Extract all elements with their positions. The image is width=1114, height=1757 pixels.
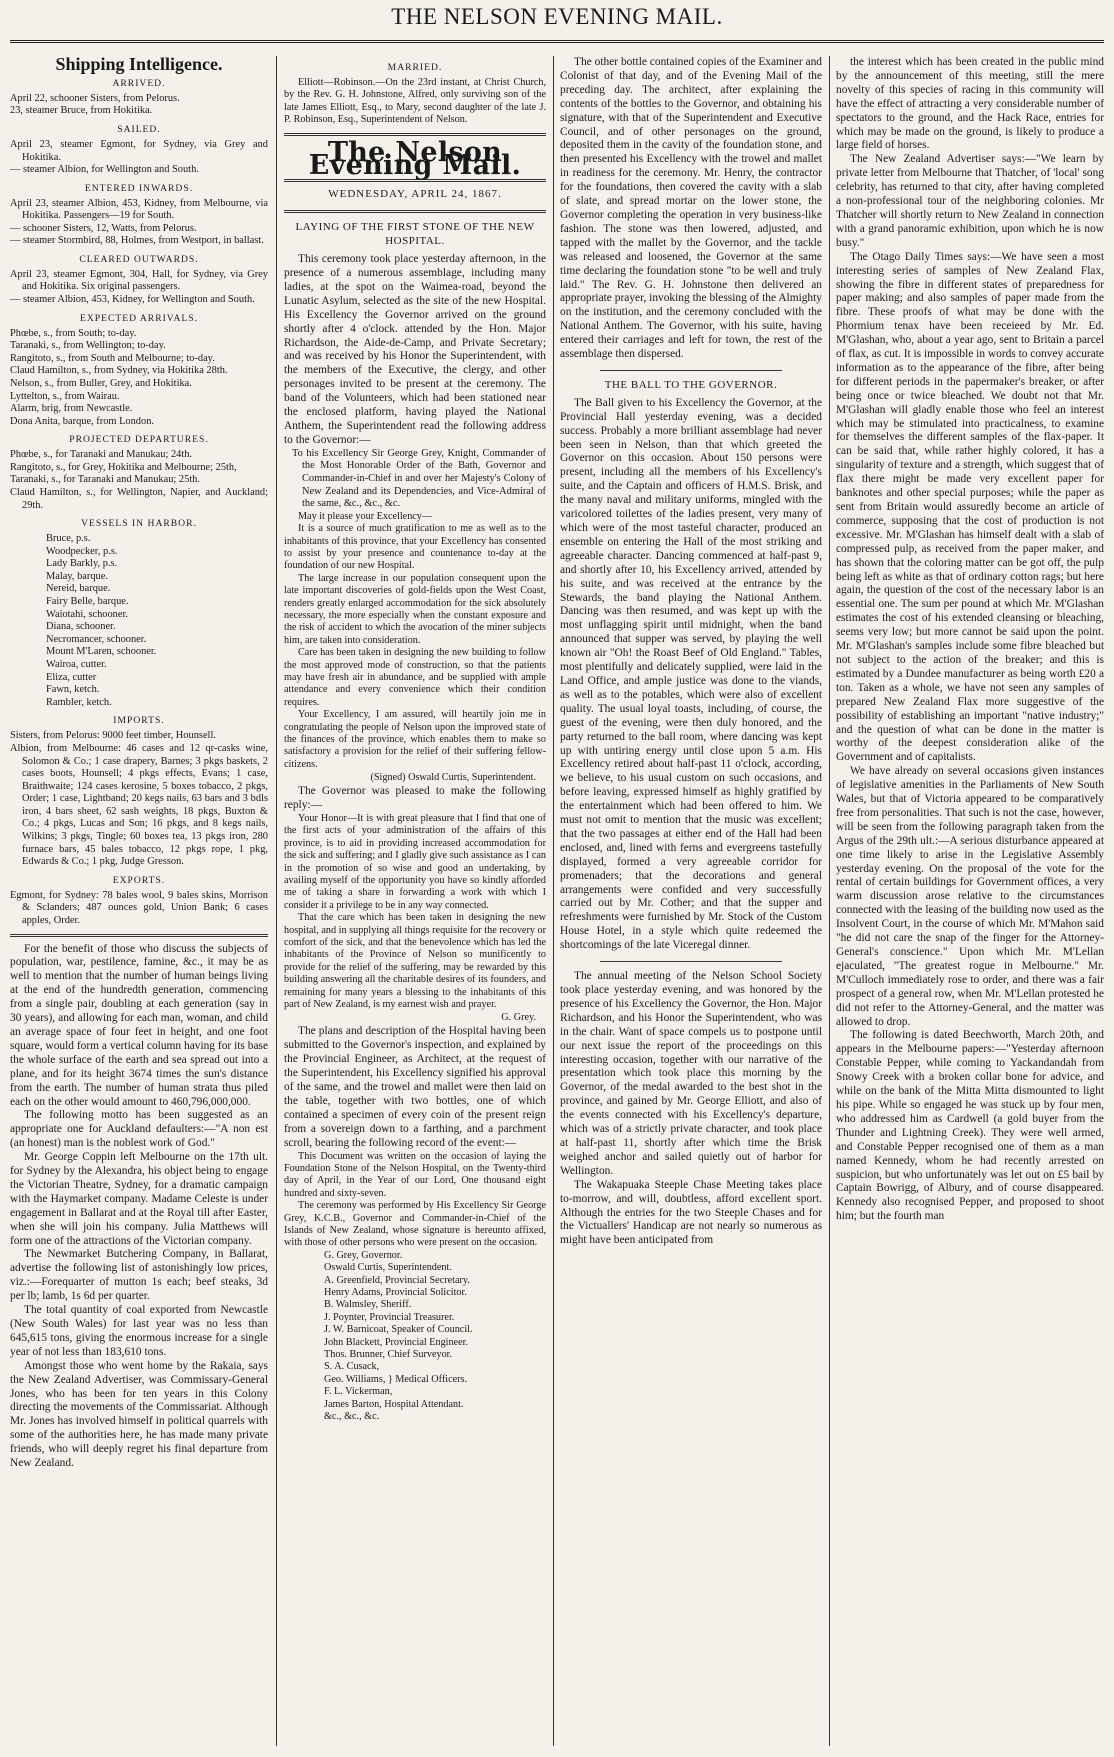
paragraph: the interest which has been created in the public mind by the announcement of this meeting, still the mere novelty of this species of racing in this community will have the effect of attracting a very considerable number of spectators to the ground, and the Hack Race, entries for which may be made on the ground, is likely to produce a large field of horses. bbox=[836, 56, 1104, 152]
list-item: — steamer Albion, 453, Kidney, for Wellington and South. bbox=[10, 294, 255, 306]
vessel-item: Bruce, p.s. bbox=[46, 533, 91, 545]
signatory: F. L. Vickerman, bbox=[324, 1386, 393, 1398]
section-rule bbox=[284, 133, 546, 136]
vessel-item: Mount M'Laren, schooner. bbox=[46, 646, 157, 658]
paragraph: Your Honor—It is with great pleasure that I find that one of the first acts of your administration of the affairs of this province, is to aid in providing increased accommodation for the sick and suffering; and I gladly give such assistance as I can in the promotion of so wise and good an undertaking, by availing myself of the opportunity you have so kindly afforded me of taking a share in forwarding a work with which I consider it a privilege to be in any way connected. bbox=[284, 812, 546, 911]
signature: (Signed) Oswald Curtis, Superintendent. bbox=[370, 772, 536, 784]
section-rule bbox=[10, 934, 268, 937]
signatory: Henry Adams, Provincial Solicitor. bbox=[324, 1287, 467, 1298]
list-item: 23, steamer Bruce, from Hokitika. bbox=[10, 105, 153, 117]
list-item: Egmont, for Sydney: 78 bales wool, 9 bales skins, Morrison & Sclanders; 487 ounces gold, Union Bank; 6 cases apples, Order. bbox=[10, 889, 268, 926]
list-item: — steamer Albion, for Wellington and South. bbox=[10, 164, 199, 176]
signatory: Thos. Brunner, Chief Surveyor. bbox=[324, 1349, 453, 1361]
vessel-item: Diana, schooner. bbox=[46, 621, 116, 633]
masthead: THE NELSON EVENING MAIL. bbox=[391, 4, 723, 29]
column-divider bbox=[276, 56, 277, 1746]
paragraph: Amongst those who went home by the Rakaia, says the New Zealand Advertiser, was Commissary-General Jones, who has been for ten years in this Colony directing the movements of the Commissariat. Although Mr. Jones has involved himself in political quarrels with some of the authorities here, he has made many private friends, who will deeply regret his final departure from New Zealand. bbox=[10, 1359, 268, 1470]
record-text: The ceremony was performed by His Excellency Sir George Grey, K.C.B., Governor and Commander-in-Chief of the Islands of New Zealand, whose signature is hereunto affixed, with those of other persons who were present on the occasion. bbox=[284, 1200, 546, 1249]
sailed-heading: SAILED. bbox=[117, 124, 161, 135]
list-item: Rangitoto, s., from South and Melbourne; to-day. bbox=[10, 352, 215, 364]
list-item: April 22, schooner Sisters, from Pelorus. bbox=[10, 92, 180, 104]
expected-heading: EXPECTED ARRIVALS. bbox=[79, 312, 199, 324]
paragraph: May it please your Excellency— bbox=[298, 510, 433, 522]
signatory: B. Walmsley, Sheriff. bbox=[324, 1299, 412, 1311]
paragraph: Your Excellency, I am assured, will heartily join me in congratulating the people of Nelson upon the improved state of the finances of the province, which enables them to make so satisfactory a provision for the relief of their suffering fellow-citizens. bbox=[284, 709, 546, 770]
signatory-list bbox=[284, 1250, 546, 1424]
signatory: John Blackett, Provincial Engineer. bbox=[324, 1336, 469, 1348]
story-heading: LAYING OF THE FIRST STONE OF THE NEW HOSPITAL. bbox=[295, 221, 535, 248]
vessel-item: Necromancer, schooner. bbox=[46, 633, 147, 645]
signatory: S. A. Cusack, bbox=[324, 1361, 380, 1373]
list-item: Phœbe, s., for Taranaki and Manukau; 24th. bbox=[10, 449, 193, 461]
list-item: Claud Hamilton, s., from Sydney, via Hokitika 28th. bbox=[10, 365, 228, 377]
paragraph: This ceremony took place yesterday afternoon, in the presence of a numerous assemblage, including many ladies, at the spot on the Waimea-road, beyond the Lunatic Asylum, selected as the site of the new Hospital. His Excellency the Governor arrived on the ground shortly after 4 o'clock. attended by the Hon. Major Richardson, the Aide-de-Camp, and Private Secretary; and was received by his Honor the Superintendent, with the members of the Executive, the clergy, and other personages invited to be present at the ceremony. The band of the Volunteers, which had been stationed near the enclosed platform, having played the National Anthem, the Superintendent read the following address to the Governor:— bbox=[284, 253, 546, 446]
vessel-item: Rambler, ketch. bbox=[46, 696, 112, 708]
paragraph: The Otago Daily Times says:—We have seen a most interesting series of samples of New Zealand Flax, showing the fibre in different states of preparedness for paper making; and also samples of paper made from the fibre. These proofs of what may be done with the Phormium tenax have been receieed by Mr. Ed. M'Glashan, who, about a year ago, sent to Britain a parcel of flax, as cut. It is impossible in words to convey accurate information as to the appearance of the fibre, after being for different periods in the papermaker's breaker, or after being once or twice bleached. We doubt not that Mr. M'Glashan will gladly enable those who feel an interest which may be stimulated into practicalness, to examine for themselves the different samples of the flax-paper. It can be said that, while rather highly colored, it has a singularity of texture and a strength, which suggest that of flax there might be made very excellent paper for banknotes and other special purposes; while the paper as sent from Britain would assuredly become an article of commerce, supposing that the cost of production is not excessive. Mr. M'Glashan has himself dealt with a slab of compressed pulp, as received from the paper maker, and has shown that the coloring matter can be got off, the pulp being left as white as that of ordinary cotton rags; but here again, the question of the cost of the necessary labor is an essential one. The sum per pound at which Mr. M'Glashan estimates the cost of his extended cleansing or bleaching, seems very low; but more cannot be said upon the point. Mr. M'Glashan's samples include some fibre bleached but not subject to the action of the breaker; and this is estimated by a Dundee manufacturer as being worth £20 a ton. Taken as a whole, we have not seen any samples of prepared New Zealand Flax more suggestive of the possibility of establishing an important "native industry;" and the question of what can be done in the matter is worthy of the deepest consideration alike of the Government and of capitalists. bbox=[836, 250, 1104, 764]
list-item: April 23, steamer Albion, 453, Kidney, from Melbourne, via Hokitika. Passengers—19 for South. bbox=[10, 197, 268, 222]
paper-title: The Nelson Evening Mail. bbox=[308, 136, 522, 182]
signatory: James Barton, Hospital Attendant. bbox=[324, 1398, 464, 1410]
dateline: WEDNESDAY, APRIL 24, 1867. bbox=[328, 188, 502, 201]
paragraph: The Newmarket Butchering Company, in Ballarat, advertise the following list of astonishingly low prices, viz.:—Forequarter of mutton 1s each; beef steaks, 3d per lb; lamb, 1s 6d per quarter. bbox=[10, 1248, 268, 1303]
list-item: Taranaki, s., for Taranaki and Manukau; 25th. bbox=[10, 474, 200, 486]
section-rule bbox=[600, 370, 782, 371]
address-to: To his Excellency Sir George Grey, Knight, Commander of the Most Honorable Order of the Bath, Governor and Commander-in-Chief in and over her Majesty's Colony of New Zealand and its Dependencies, and Vice-Admiral of the same, &c., &c., &c. bbox=[292, 447, 546, 510]
paragraph: The Ball given to his Excellency the Governor, at the Provincial Hall yesterday evening, was a decided success. Probably a more brilliant assemblage had never been seen in Nelson, than that which greeted the Governor on this occasion. About 150 persons were present, including all the members of his Excellency's suite, and the Captain and officers of H.M.S. Brisk, and the many naval and military uniforms, mingled with the varicolored toilettes of the ladies present, very many of which were of the most tasteful character, produced an ensemble on entering the Hall of the most striking and agreeable character. Dancing commenced at half-past 9, and shortly after 10, his Excellency arrived, attended by his suite, and was received at the entrance by the Stewards, the band playing the National Anthem. Dancing was then resumed, and was kept up with the most unflagging spirit until midnight, when the band announced that supper was served, by playing the well known air "Oh! the Roast Beef of Old England." Tables, most plentifully and delicately supplied, were laid in the Land Office, and ample justice was done to the viands, as well as to the potables, which were also of excellent quality. The usual loyal toasts, including, of course, the guest of the evening, were then duly honored, and the party returned to the ball room, where dancing was kept up with untiring energy until close upon 5 a.m. His Excellency retired about half-past 11 o'clock, according, we believe, to his usual custom on such occasions, and before leaving, expressed himself as highly gratified by the entertainment which had been offered to him. We must not omit to mention that the music was excellent; that the two passages at either end of the Hall had been enclosed, and, lined with ferns and evergreens tastefully displayed, formed a very agreeable corridor for promenaders; that the decorations and general arrangements were confided and very successfully carried out by Mr. Cother; and that the supper and refreshments were furnished by Mr. Stock of the Custom House Hotel, in a style which quite redeemed the shortcomings of the late Viceregal dinner. bbox=[560, 396, 822, 952]
list-item: Taranaki, s., from Wellington; to-day. bbox=[10, 340, 166, 352]
vessel-item: Fawn, ketch. bbox=[46, 684, 100, 696]
section-rule bbox=[600, 961, 782, 962]
married-notice: Elliott—Robinson.—On the 23rd instant, at Christ Church, by the Rev. G. H. Johnstone, Alfred, only surviving son of the late James Elliott, Esq., to Mary, second daughter of the late J. P. Robinson, Esq., Superintendent of Nelson. bbox=[284, 76, 546, 126]
list-item: — schooner Sisters, 12, Watts, from Pelorus. bbox=[10, 222, 197, 234]
cleared-heading: CLEARED OUTWARDS. bbox=[79, 253, 199, 265]
column-divider bbox=[829, 56, 830, 1746]
signatory: Geo. Williams, } Medical Officers. bbox=[324, 1373, 468, 1385]
list-item: Claud Hamilton, s., for Wellington, Napier, and Auckland; 29th. bbox=[10, 487, 268, 511]
signature: G. Grey. bbox=[501, 1012, 536, 1024]
list-item: Albion, from Melbourne: 46 cases and 12 qr-casks wine, Solomon & Co.; 1 case drapery, Barnes; 3 pkgs baskets, 2 cases boots, Hounsell; 4 pkgs effects, Evans; 1 case, Braithwaite; 124 cases kerosine, 5 boxes tobacco, 2 pkgs, Order; 1 case, Lightband; 20 kegs nails, 63 bars and 3 bdls iron, 4 bars sheet, 62 sash weights, 18 pkgs, Buxton & Co.; 4 pkgs, Lucas and Son; 16 pkgs, and 8 kegs nails, Wilkins; 3 pkgs, Tingle; 60 boxes tea, 13 pkgs iron, 280 furnace bars, 45 bales tobacco, 12 pkgs rope, 1 pkg, Edwards & Co.; 1 pkg, Judge Gresson. bbox=[10, 742, 268, 868]
column-divider bbox=[553, 56, 554, 1746]
imports-heading: IMPORTS. bbox=[113, 715, 165, 727]
paragraph: The plans and description of the Hospital having been submitted to the Governor's inspection, and explained by the Provincial Engineer, as Architect, at the request of the Superintendent, his Excellency signified his approval of the same, and the trowel and mallet were then laid on the table, together with two bottles, one of which contained a specimen of every coin of the present reign from a sovereign down to a farthing, and a parchment scroll, bearing the following record of the event:— bbox=[284, 1025, 546, 1149]
list-item: Rangitoto, s., for Grey, Hokitika and Melbourne; 25th, bbox=[10, 461, 237, 473]
paragraph: The large increase in our population consequent upon the late important discoveries of gold-fields upon the West Coast, renders greatly enlarged accommodation for the sick absolutely necessary, the more especially when the constant exposure and the risk of accident to which the avocation of the miner subjects him, are taken into consideration. bbox=[284, 572, 546, 646]
paragraph: The following is dated Beechworth, March 20th, and appears in the Melbourne papers:—"Yesterday afternoon Constable Pepper, while coming to Yackandandah from Snowy Creek with a broken collar bone for advice, and while on the bank of the Mitta Mitta dismounted to light his pipe. While so engaged he was stuck up by four men, who addressed him as Cardwell (a gold buyer from the Thunder and Lightning Creek). They were well armed, and Constable Pepper recognised one of them as a man named Kennedy, whom he had recently arrested on suspicion, but who unfortunately was let out on £5 bail by Captain Bowrigg, of Albury, and of course disappeared. Kennedy also recognised Pepper, and proposed to shoot him; but the fourth man bbox=[836, 1029, 1104, 1223]
vessel-item: Woodpecker, p.s. bbox=[46, 545, 118, 557]
column-2 bbox=[284, 56, 546, 1746]
vessel-item: Nereid, barque. bbox=[46, 583, 111, 595]
married-heading: MARRIED. bbox=[387, 62, 443, 73]
section-rule bbox=[284, 210, 546, 213]
paragraph: For the benefit of those who discuss the subjects of population, war, pestilence, famine, &c., it may be as well to mention that the number of human beings living at the end of the hundredth generation, commencing from a single pair, doubling at each generation (say in 30 years), and allowing for each man, woman, and child an average space of four feet in height, and one foot square, would form a vertical column having for its base the whole surface of the earth and sea spread out into a plane, and for its height 3674 times the sun's distance from the earth. The number of human strata thus piled each on the other would amount to 460,796,000,000. bbox=[10, 942, 268, 1108]
paragraph: The other bottle contained copies of the Examiner and Colonist of that day, and of the Evening Mail of the preceding day. The architect, after explaining the contents of the bottles to the Governor, and obtaining his signature, with that of the Superintendent and Executive Council, and of other personages on the ground, deposited them in the cavity of the foundation stone, and then presented his Excellency with the trowel and mallet in readiness for the ceremony. Mr. Henry, the contractor for the foundations, then covered the cavity with a slab of slate, and spread mortar on the lower stone, the Governor completing the operation in very business-like fashion. The stone was then lowered, adjusted, and tapped with the mallet by the Governor, and the tackle was released and loosened, the Governor at the same time declaring the foundation stone "to be well and truly laid." The Rev. G. H. Johnstone then delivered an appropriate prayer, invoking the blessing of the Almighty on the institution, and the ceremony concluded with the National Anthem. The Governor, with his suite, having entered their carriages and left for town, the rest of the assemblage then dispersed. bbox=[560, 56, 822, 361]
list-item: April 23, steamer Egmont, for Sydney, via Grey and Hokitika. bbox=[10, 138, 268, 163]
paragraph: It is a source of much gratification to me as well as to the inhabitants of this province, that your Excellency has consented to assist by your presence and countenance to-day at the foundation of our new Hospital. bbox=[284, 523, 546, 572]
paragraph: The annual meeting of the Nelson School Society took place yesterday evening, and was honored by the presence of his Excellency the Governor, the Hon. Major Richardson, and his Honor the Superintendent, who was in the chair. Want of space compels us to postpone until our next issue the report of the proceedings on this interesting occasion, together with our narrative of the presentation which took place this morning by the Governor, of the medal awarded to the best shot in the province, and gained by Mr. George Elliott, and also of the events connected with his Excellency's departure, which was of a strictly private character, and took place at half-past 11, shortly after which time the Brisk weighed anchor and sailed quietly out of harbor for Wellington. bbox=[560, 970, 822, 1177]
signatory: J. Poynter, Provincial Treasurer. bbox=[324, 1311, 455, 1323]
record-text: This Document was written on the occasion of laying the Foundation Stone of the Nelson Hospital, on the Twenty-third day of April, in the Year of our Lord, One thousand eight hundred and sixty-seven. bbox=[284, 1150, 546, 1199]
signatory: J. W. Barnicoat, Speaker of Council. bbox=[324, 1324, 473, 1336]
arrived-heading: ARRIVED. bbox=[112, 77, 166, 89]
paragraph: The total quantity of coal exported from Newcastle (New South Wales) for last year was no less than 645,615 tons, giving the enormous increase for a single year of not less than 183,610 tons. bbox=[10, 1304, 268, 1358]
list-item: Nelson, s., from Buller, Grey, and Hokitika. bbox=[10, 377, 192, 389]
list-item: Lyttelton, s., from Wairau. bbox=[10, 390, 120, 402]
list-item: Sisters, from Pelorus: 9000 feet timber, Hounsell. bbox=[10, 730, 216, 742]
list-item: Dona Anita, barque, from London. bbox=[10, 415, 154, 427]
signatory: &c., &c., &c. bbox=[324, 1411, 380, 1423]
list-item: Alarm, brig, from Newcastle. bbox=[10, 403, 133, 415]
list-item: — steamer Stormbird, 88, Holmes, from Westport, in ballast. bbox=[10, 235, 264, 247]
projected-heading: PROJECTED DEPARTURES. bbox=[69, 434, 209, 446]
entered-heading: ENTERED INWARDS. bbox=[84, 182, 194, 194]
column-4 bbox=[836, 56, 1104, 1746]
list-item: April 23, steamer Egmont, 304, Hall, for Sydney, via Grey and Hokitika. Six original passengers. bbox=[10, 268, 268, 293]
paragraph: That the care which has been taken in designing the new hospital, and in supplying all things requisite for the recovery or comfort of the sick, and that the benevolence which has led the inhabitants of the Province of Nelson so munificently to provide for the relief of the suffering, may be rewarded by this building answering all the charitable desires of its founders, and remaining for many years a blessing to the inhabitants of this part of New Zealand, is my earnest wish and prayer. bbox=[284, 912, 546, 1011]
list-item: Phœbe, s., from South; to-day. bbox=[10, 327, 137, 339]
vessel-item: Wairoa, cutter. bbox=[46, 659, 107, 671]
paragraph: We have already on several occasions given instances of legislative amenities in the Parliaments of New South Wales, but that of Victoria appeared to be comparatively free from personalities. That such is not the case, however, will be seen from the following paragraph taken from the Argus of the 29th ult.:—A serious disturbance appeared at one time likely to arise in the Legislative Assembly yesterday evening. On the proposal of the vote for the rental of certain buildings for Government offices, a very warm discussion arose relative to the circumstances connected with the leasing of the building now used as the Insolvent Court, in the course of which Mr. M'Mahon said "he did not care the snap of the finger for the Attorney-General's conscience." Upon which Mr. M'Lellan ejaculated, "The greatest rogue in Melbourne." Mr. M'Culloch immediately rose to order, and there was a fair prospect of a general row, when Mr. M'Lellan protested he did not refer to the Attorney-General, and the matter was allowed to drop. bbox=[836, 765, 1104, 1028]
vessels-heading: VESSELS IN HARBOR. bbox=[81, 518, 197, 530]
exports-heading: EXPORTS. bbox=[112, 874, 166, 886]
signatory: Oswald Curtis, Superintendent. bbox=[324, 1262, 452, 1274]
masthead-rule bbox=[10, 40, 1104, 43]
vessel-item: Fairy Belle, barque. bbox=[46, 596, 129, 608]
paragraph: Care has been taken in designing the new building to follow the most approved mode of construction, so that the patients may have fresh air in abundance, and be supplied with ample attendance and every convenience which their condition requires. bbox=[284, 647, 546, 708]
ball-heading: THE BALL TO THE GOVERNOR. bbox=[604, 378, 778, 391]
paragraph: The following motto has been suggested as an appropriate one for Auckland defaulters:—"A non est (an honest) man is the noblest work of God." bbox=[10, 1109, 268, 1150]
signatory: G. Grey, Governor. bbox=[324, 1249, 403, 1261]
paragraph: The Wakapuaka Steeple Chase Meeting takes place to-morrow, and will, doubtless, afford excellent sport. Although the entries for the two Steeple Chases and for the Victuallers' Handicap are not nearly so numerous as might have been anticipated from bbox=[560, 1178, 822, 1247]
vessel-item: Malay, barque. bbox=[46, 570, 108, 582]
vessel-item: Lady Barkly, p.s. bbox=[46, 558, 118, 570]
vessel-item: Eliza, cutter bbox=[46, 671, 97, 683]
column-3 bbox=[560, 56, 822, 1746]
paragraph: The Governor was pleased to make the following reply:— bbox=[284, 785, 546, 812]
vessel-item: Waiotahi, schooner. bbox=[46, 608, 128, 620]
shipping-title: Shipping Intelligence. bbox=[55, 56, 223, 74]
paragraph: Mr. George Coppin left Melbourne on the 17th ult. for Sydney by the Alexandra, his object being to engage the Victorian Theatre, Sydney, for a dramatic campaign with the Haymarket company. Madame Celeste is under engagement in Ballarat and at the Royal till after Easter, when she will join his company. Julia Matthews will form one of the attractions of the Victorian company. bbox=[10, 1151, 268, 1247]
paragraph: The New Zealand Advertiser says:—"We learn by private letter from Melbourne that Thatcher, of 'local' song celebrity, has returned to that city, after having completed a non-professional tour of the neighboring colonies. Mr Thatcher will shortly return to New Zealand in connection with a grand panoramic exhibition, upon which he is now busy." bbox=[836, 153, 1104, 249]
column-1 bbox=[10, 56, 268, 1746]
signatory: A. Greenfield, Provincial Secretary. bbox=[324, 1274, 470, 1286]
